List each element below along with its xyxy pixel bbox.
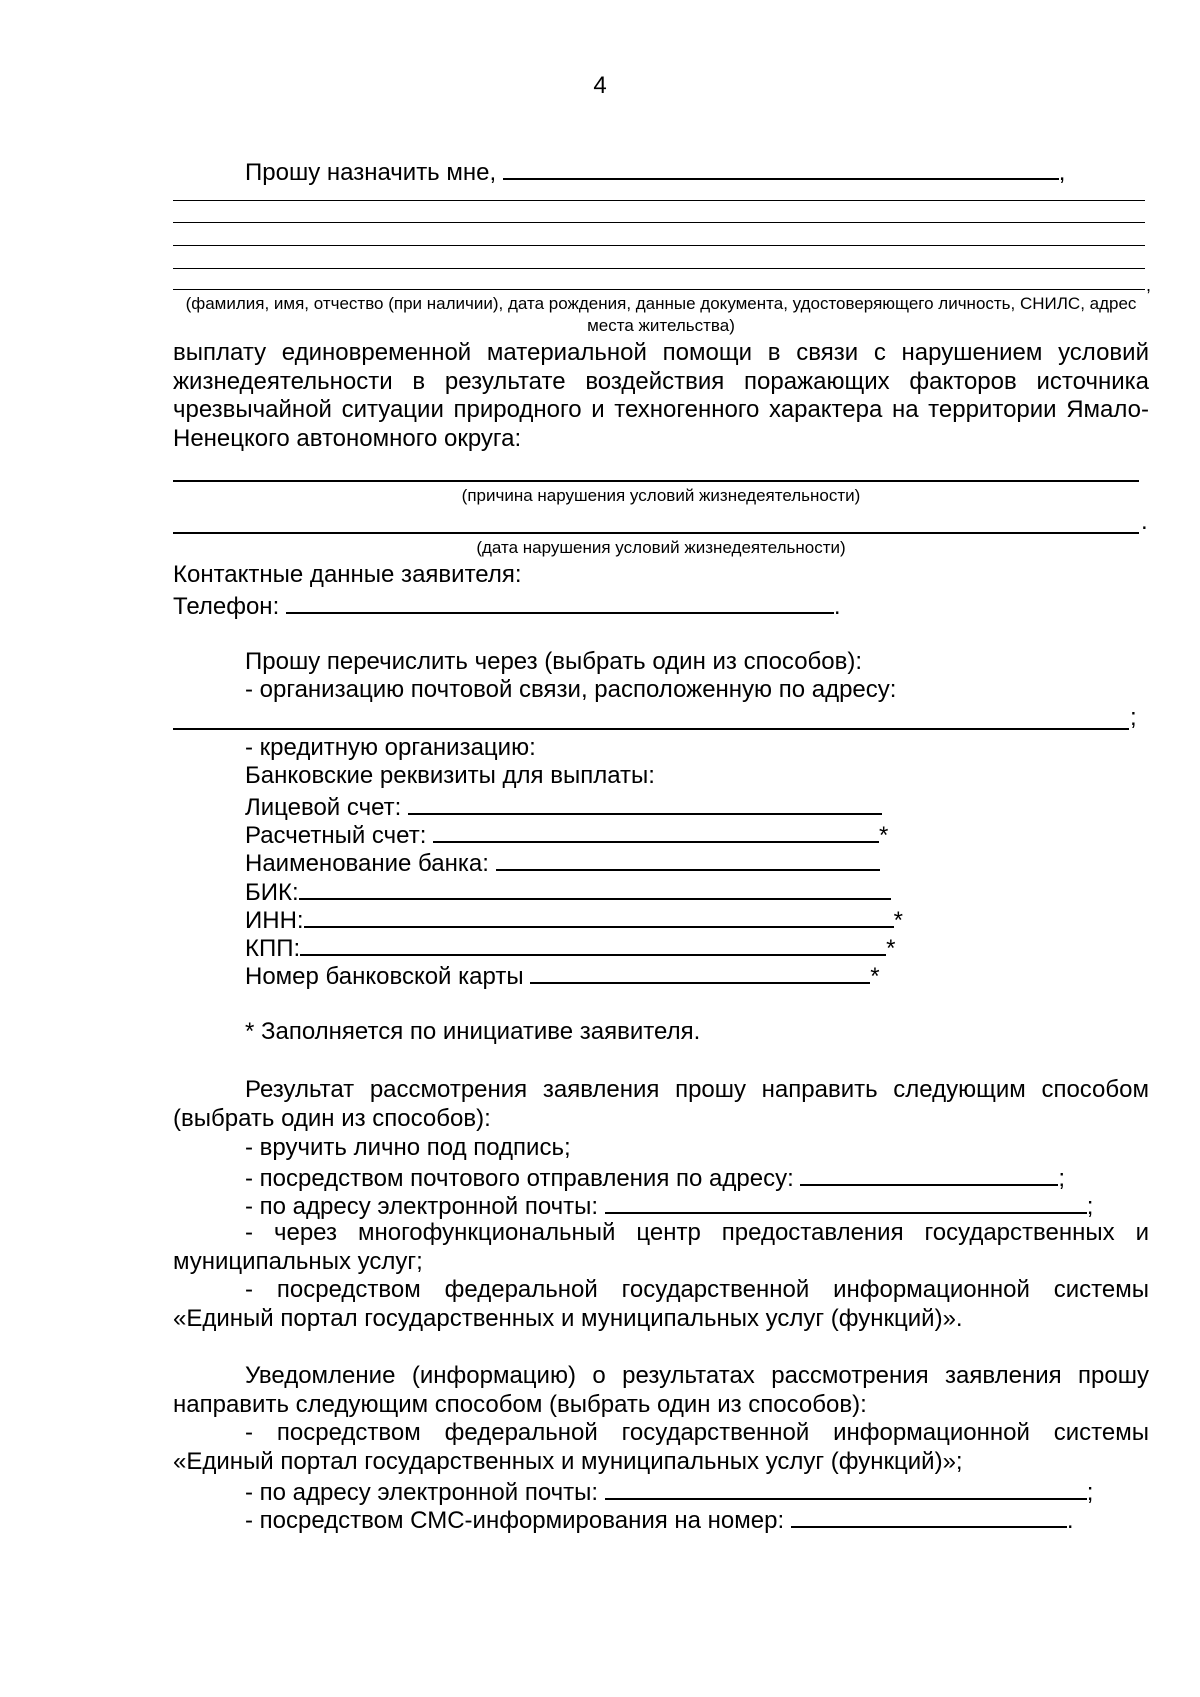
- footnote: * Заполняется по инициативе заявителя.: [245, 1018, 701, 1045]
- result-post-label: - посредством почтового отправления по адресу:: [245, 1165, 794, 1192]
- reason-caption: (причина нарушения условий жизнедеятельности): [461, 486, 861, 505]
- personal-account-row: [173, 791, 1200, 823]
- kpp-row: КПП: *: [173, 932, 1200, 964]
- card-number-row: Номер банковской карты *: [173, 960, 1200, 992]
- result-paragraph: Результат рассмотрения заявления прошу направить следующим способом (выбрать один из способов):: [173, 1076, 1149, 1132]
- notify-paragraph: Уведомление (информацию) о результатах рассмотрения заявления прошу направить следующим способом (выбрать один из способов):: [173, 1362, 1149, 1418]
- bank-details-heading: Банковские реквизиты для выплаты:: [245, 762, 655, 789]
- reason-field[interactable]: [173, 480, 1139, 482]
- result-mfc: - через многофункциональный центр предоставления государственных и муниципальных услуг;: [173, 1219, 1149, 1275]
- result-in-person: - вручить лично под подпись;: [245, 1134, 571, 1161]
- request-lead: Прошу назначить мне,: [245, 159, 497, 186]
- bank-name-label: Наименование банка:: [245, 850, 489, 877]
- notify-portal: - посредством федеральной государственной информационной системы «Единый портал государственных и муниципальных услуг (функций)»;: [173, 1419, 1149, 1475]
- transfer-heading: Прошу перечислить через (выбрать один из способов):: [245, 648, 863, 675]
- phone-field[interactable]: [286, 590, 834, 614]
- date-caption: (дата нарушения условий жизнедеятельности): [476, 538, 846, 557]
- contacts-heading: Контактные данные заявителя:: [173, 561, 522, 588]
- bik-field[interactable]: [299, 876, 891, 900]
- inn-label: ИНН:: [245, 907, 304, 934]
- notify-sms-row: - посредством СМС-информирования на номер: .: [173, 1504, 1200, 1536]
- bank-name-row: [173, 847, 1200, 879]
- post-semicolon: ;: [1130, 704, 1137, 731]
- bik-row: [173, 876, 1200, 908]
- result-post-field[interactable]: [800, 1162, 1058, 1186]
- result-email-field[interactable]: [605, 1190, 1087, 1214]
- result-email-row: - по адресу электронной почты: ;: [173, 1190, 1200, 1222]
- card-number-label: Номер банковской карты: [245, 963, 524, 990]
- kpp-label: КПП:: [245, 935, 301, 962]
- inn-row: ИНН: *: [173, 904, 1200, 936]
- transfer-post: - организацию почтовой связи, расположенную по адресу:: [245, 676, 897, 703]
- phone-row: Телефон: .: [173, 590, 1149, 622]
- kpp-field[interactable]: [300, 932, 886, 956]
- applicant-line-1[interactable]: [173, 200, 1145, 201]
- notify-sms-label: - посредством СМС-информирования на номер:: [245, 1507, 785, 1534]
- personal-account-label: Лицевой счет:: [245, 794, 402, 821]
- bik-label: БИК:: [245, 879, 299, 906]
- bank-name-field[interactable]: [496, 847, 880, 871]
- settlement-account-label: Расчетный счет:: [245, 822, 427, 849]
- applicant-line-3[interactable]: [173, 245, 1145, 246]
- request-line: Прошу назначить мне, ,: [173, 156, 1200, 188]
- personal-account-field[interactable]: [408, 791, 882, 815]
- applicant-line-2[interactable]: [173, 222, 1145, 223]
- settlement-account-row: Расчетный счет: *: [173, 819, 1200, 851]
- page-number: 4: [593, 72, 607, 99]
- notify-sms-field[interactable]: [791, 1504, 1067, 1528]
- applicant-comma: ,: [1146, 275, 1152, 295]
- post-address-field[interactable]: [173, 728, 1129, 730]
- phone-label: Телефон:: [173, 593, 280, 620]
- transfer-bank: - кредитную организацию:: [245, 734, 536, 761]
- date-period: .: [1141, 508, 1148, 535]
- notify-email-row: - по адресу электронной почты: ;: [173, 1476, 1200, 1508]
- applicant-line-4[interactable]: [173, 268, 1145, 269]
- settlement-account-field[interactable]: [433, 819, 879, 843]
- result-post-row: - посредством почтового отправления по адресу: ;: [173, 1162, 1200, 1194]
- result-email-label: - по адресу электронной почты:: [245, 1193, 599, 1220]
- applicant-caption: (фамилия, имя, отчество (при наличии), дата рождения, данные документа, удостоверяющего личность, СНИЛС, адрес места жительства): [185, 294, 1137, 335]
- applicant-line-5[interactable]: [173, 289, 1145, 290]
- applicant-name-field[interactable]: [503, 156, 1059, 180]
- result-portal: - посредством федеральной государственной информационной системы «Единый портал государственных и муниципальных услуг (функций)».: [173, 1276, 1149, 1332]
- notify-email-field[interactable]: [605, 1476, 1087, 1500]
- notify-email-label: - по адресу электронной почты:: [245, 1479, 599, 1506]
- payment-paragraph: выплату единовременной материальной помощи в связи с нарушением условий жизнедеятельности в результате воздействия поражающих факторов источника чрезвычайной ситуации природного и техногенного характера на территории Ямало-Ненецкого автономного округа:: [173, 339, 1149, 452]
- inn-field[interactable]: [304, 904, 894, 928]
- card-number-field[interactable]: [530, 960, 870, 984]
- date-field[interactable]: [173, 532, 1139, 534]
